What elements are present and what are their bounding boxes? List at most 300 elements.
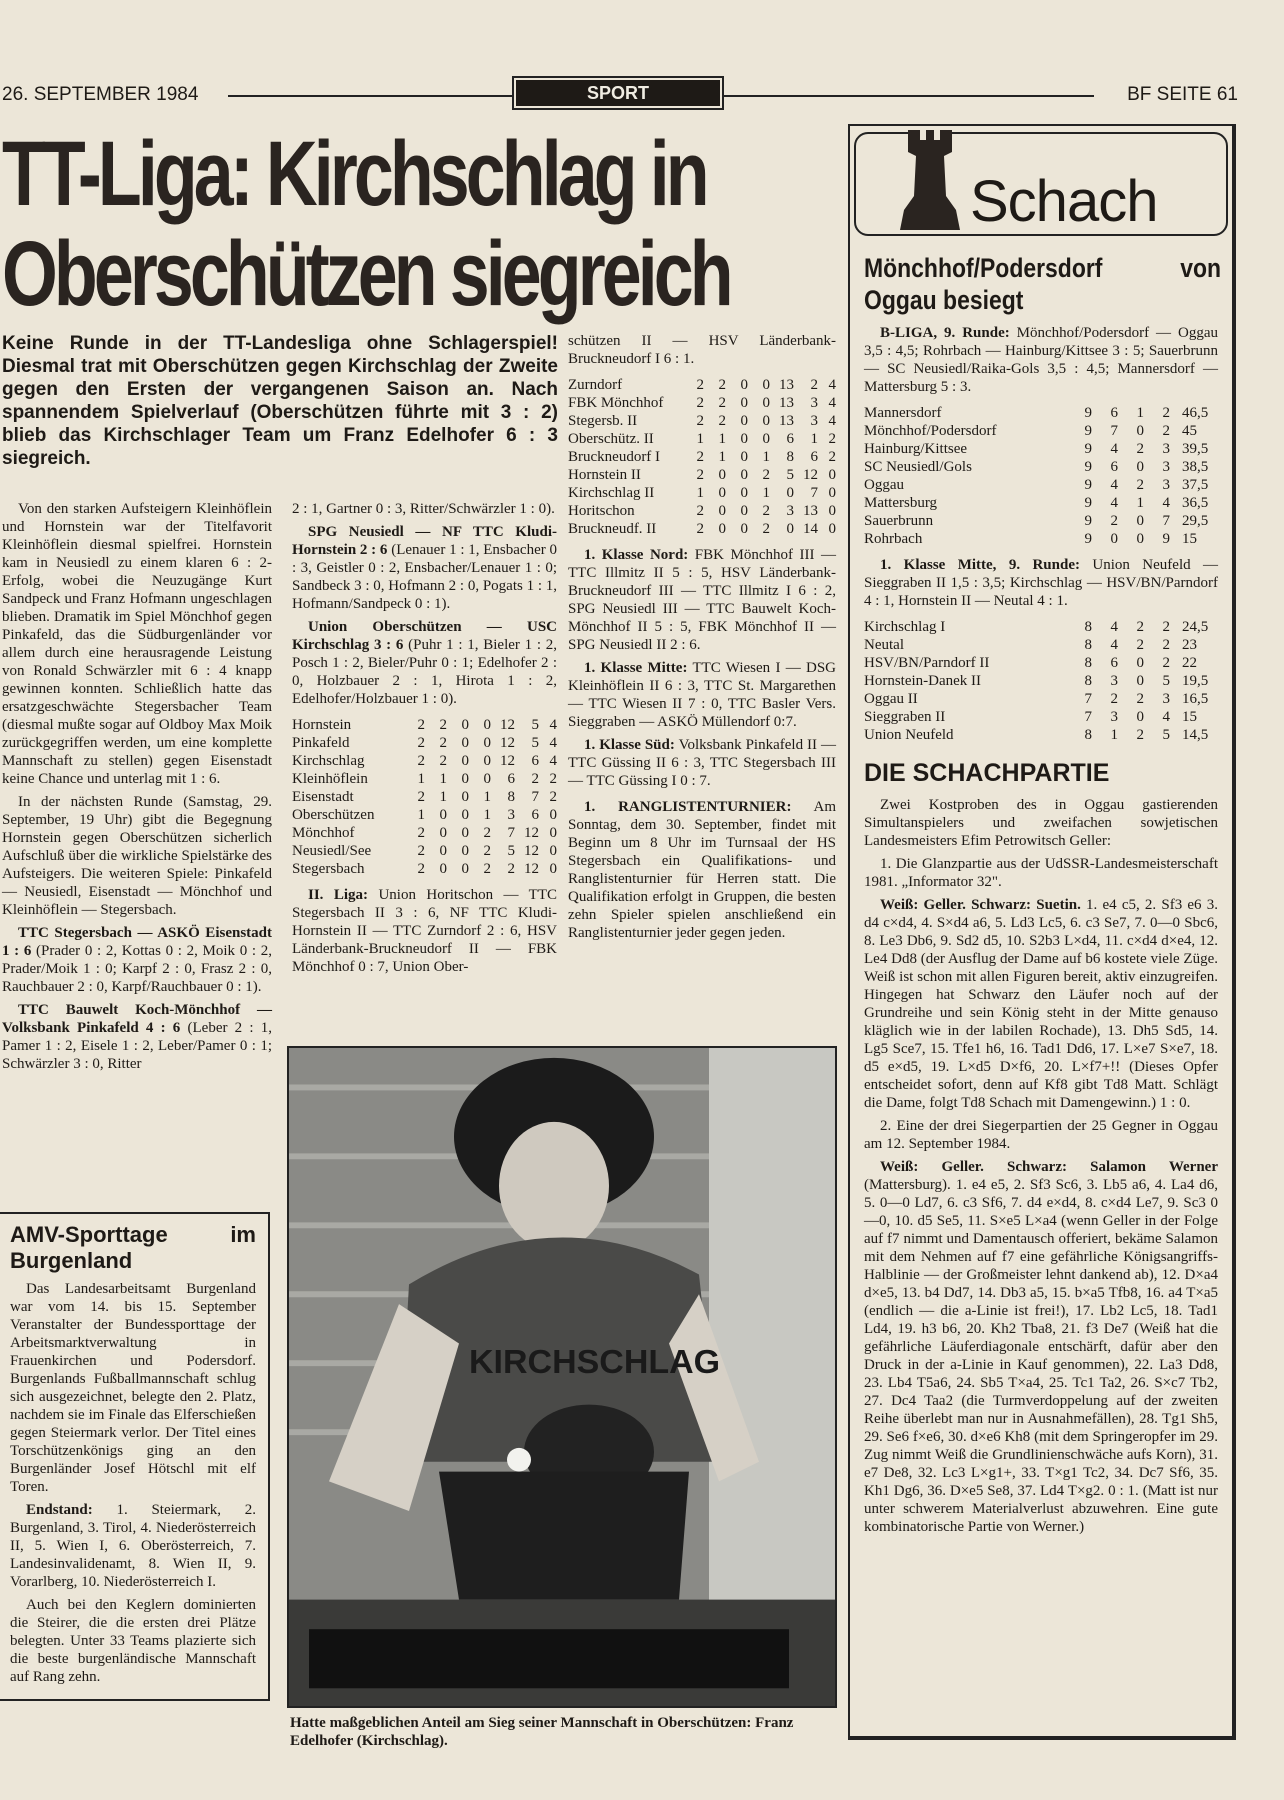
table-cell: 0 xyxy=(740,521,748,537)
game-players: Weiß: Geller. Schwarz: Salamon Werner xyxy=(880,1159,1218,1175)
chess-logo xyxy=(850,126,1232,238)
table-cell: 0 xyxy=(740,485,748,501)
table-cell: 0 xyxy=(483,753,491,769)
table-cell: 23 xyxy=(1182,637,1197,653)
table-cell: 13 xyxy=(779,413,794,429)
table-cell: 2 xyxy=(762,467,770,483)
match-details: (Prader 0 : 2, Kottas 0 : 2, Moik 0 : 2, Prader/Moik 1 : 0; Karpf 2 : 0, Frasz 2 : 0, Rauchbauer 2 : 0, Karpf/Rauchbauer 0 : 1). xyxy=(2,943,272,995)
match-details: Volksbank Pinkafeld II — TTC Güssing II 6 : 3, TTC Stegersbach III — TTC Güssing I 0 : 7. xyxy=(568,737,836,789)
table-cell: 0 xyxy=(718,485,726,501)
divider xyxy=(724,95,1094,97)
table-cell: 0 xyxy=(461,735,469,751)
paragraph xyxy=(568,546,836,654)
table-cell: 2 xyxy=(1162,619,1170,635)
table-row xyxy=(864,618,1218,636)
table-cell: 14 xyxy=(803,521,818,537)
team-name: Oberschützen xyxy=(292,807,375,823)
paragraph: Von den starken Aufsteigern Kleinhöflein und Hornstein war der Titelfavorit Kleinhöflein diesmal spielfrei. Hornstein kam in Neusiedl zu einem klaren 6 : 2-Erfolg, wobei die Neuzugänge Kurt Sandpeck und Franz Hofmann ungeschlagen blieben. Dramatik im Spiel Mönchhof gegen Pinkafeld, das die Südburgenländer vor allem durch eine herausragende Leistung von Ronald Schwärzler mit 6 : 4 knapp gewinnen konnten. Schließlich hatte das ersatzgeschwächte Stegersbacher Team (diesmal mußte sogar auf Oldboy Max Moik zurückgegriffen werden, um eine komplette Mannschaft zu stellen) gegen Eisenstadt keine Chance und unterlag mit 1 : 6. xyxy=(2,501,272,787)
table-cell: 1 xyxy=(762,449,770,465)
paragraph xyxy=(864,896,1218,1112)
paragraph xyxy=(10,1501,256,1591)
table-cell: 1 xyxy=(483,789,491,805)
table-cell: 9 xyxy=(1084,423,1092,439)
table-cell: 0 xyxy=(461,861,469,877)
table-cell: 5 xyxy=(1162,727,1170,743)
paragraph: 2 : 1, Gartner 0 : 3, Ritter/Schwärzler 1 : 0). xyxy=(292,501,555,517)
table-cell: 9 xyxy=(1084,459,1092,475)
table-cell: 4 xyxy=(1110,495,1118,511)
table-cell: 2 xyxy=(762,503,770,519)
table-cell: 3 xyxy=(507,807,515,823)
table-cell: 1 xyxy=(1136,495,1144,511)
table-cell: 0 xyxy=(1136,673,1144,689)
table-cell: 0 xyxy=(1136,513,1144,529)
table-cell: 0 xyxy=(461,789,469,805)
match-title: Union Oberschützen — USC Kirchschlag 3 : 6 xyxy=(292,619,557,653)
article-column-1 xyxy=(2,500,272,1078)
table-cell: 1 xyxy=(483,807,491,823)
team-name: Mattersburg xyxy=(864,495,938,511)
table-cell: 9 xyxy=(1084,531,1092,547)
table-cell: 2 xyxy=(417,843,425,859)
article-title: AMV-Sporttage im Burgenland xyxy=(10,1222,256,1273)
table-cell: 1 xyxy=(439,789,447,805)
table-cell: 2 xyxy=(483,825,491,841)
table-cell: 8 xyxy=(1084,655,1092,671)
standings-table-ii-liga xyxy=(568,376,836,538)
league-title: B-LIGA, 9. Runde: xyxy=(880,325,1010,341)
standings-table-b-liga xyxy=(864,404,1218,548)
table-row xyxy=(292,824,557,842)
table-row xyxy=(864,512,1218,530)
paragraph xyxy=(864,1158,1218,1536)
table-row xyxy=(568,466,836,484)
team-name: Kirchschlag I xyxy=(864,619,946,635)
table-cell: 2 xyxy=(507,861,515,877)
table-cell: 22 xyxy=(1182,655,1197,671)
label: Endstand: xyxy=(26,1502,93,1518)
table-row xyxy=(568,484,836,502)
table-cell: 0 xyxy=(483,735,491,751)
table-cell: 3 xyxy=(1162,477,1170,493)
table-cell: 0 xyxy=(718,467,726,483)
table-cell: 16,5 xyxy=(1182,691,1209,707)
standings-table-landesliga xyxy=(292,716,557,878)
table-cell: 1 xyxy=(439,771,447,787)
table-cell: 6 xyxy=(531,807,539,823)
photo-caption: Hatte maßgeblichen Anteil am Sieg seiner Mannschaft in Oberschützen: Franz Edelhofer (Kirchschlag). xyxy=(290,1715,794,1749)
table-row xyxy=(864,440,1218,458)
table-cell: 2 xyxy=(439,717,447,733)
paragraph: Zwei Kostproben des in Oggau gastierenden Simultanspielers und zweifachen sowjetischen Landesmeisters Efim Petrowitsch Geller: xyxy=(864,797,1218,849)
table-cell: 5 xyxy=(786,467,794,483)
team-name: Rohrbach xyxy=(864,531,923,547)
table-cell: 0 xyxy=(439,861,447,877)
table-cell: 3 xyxy=(1110,709,1118,725)
table-cell: 1 xyxy=(1136,405,1144,421)
league-title: 1. Klasse Mitte, 9. Runde: xyxy=(880,557,1080,573)
table-cell: 7 xyxy=(1162,513,1170,529)
team-name: Sauerbrunn xyxy=(864,513,934,529)
team-name: SC Neusiedl/Gols xyxy=(864,459,972,475)
table-cell: 6 xyxy=(810,449,818,465)
team-name: Stegersb. II xyxy=(568,413,638,429)
table-cell: 2 xyxy=(417,735,425,751)
table-row xyxy=(568,430,836,448)
table-cell: 38,5 xyxy=(1182,459,1209,475)
team-name: Oggau xyxy=(864,477,904,493)
table-cell: 2 xyxy=(483,861,491,877)
table-cell: 2 xyxy=(718,377,726,393)
paragraph xyxy=(2,1001,272,1073)
match-details: FBK Mönchhof III — TTC Illmitz II 5 : 5, HSV Länderbank-Bruckneudorf III — TTC Illmitz I 6 : 2, SPG Neusiedl III — TTC Bauwelt Koch-Mönchhof II 5 : 5, FBK Mönchhof II — SPG Neusiedl II 2 : 6. xyxy=(568,547,836,653)
league-title: 1. Klasse Mitte: xyxy=(584,660,688,676)
amv-sidebar-article xyxy=(0,1212,270,1701)
team-name: Neutal xyxy=(864,637,904,653)
table-cell: 29,5 xyxy=(1182,513,1209,529)
table-cell: 1 xyxy=(1110,727,1118,743)
team-name: Union Neufeld xyxy=(864,727,954,743)
paragraph xyxy=(292,523,557,613)
table-cell: 6 xyxy=(1110,459,1118,475)
table-cell: 8 xyxy=(507,789,515,805)
table-cell: 0 xyxy=(740,395,748,411)
page-number: BF SEITE 61 xyxy=(1127,84,1238,105)
team-name: Hainburg/Kittsee xyxy=(864,441,968,457)
table-cell: 7 xyxy=(810,485,818,501)
game-moves: 1. e4 c5, 2. Sf3 e6 3. d4 c×d4, 4. S×d4 a6, 5. Ld3 Lc5, 6. c3 Se7, 7. 0—0 Sbc6, 8. Le3 Db6, 9. Sd2 d5, 10. S2b3 L×d4, 11. c×d4 d×e4, 12. Le4 Dd8 (der Ausflug der Dame auf b6 kostete viele Züge. Weiß ist schon mit allen Figuren bereit, aktiv einzugreifen. Hingegen hat Schwarz den Läufer noch auf der Grundreihe und sein König steht in der Mitte genauso kläglich wie in der labilen Rochade), 13. Dh5 Sd5, 14. Lg5 Sce7, 15. Tfe1 h6, 16. Tad1 Dd6, 17. L×e7 S×e7, 18. d5 e×d5, 19. L×d5 D×f6, 20. L×f7+!! (Dieses Opfer entscheidet sofort, denn auf Kf8 gibt Td8 Matt. Schlägt die Dame, folgt Td8 Schach mit Damengewinn.) 1 : 0. xyxy=(864,897,1218,1111)
table-row xyxy=(292,752,557,770)
table-cell: 0 xyxy=(461,753,469,769)
paragraph xyxy=(568,736,836,790)
table-row xyxy=(864,422,1218,440)
headline xyxy=(2,124,844,324)
table-cell: 0 xyxy=(439,843,447,859)
table-cell: 9 xyxy=(1084,495,1092,511)
table-cell: 2 xyxy=(1136,637,1144,653)
table-cell: 1 xyxy=(718,431,726,447)
table-row xyxy=(864,530,1218,548)
paragraph xyxy=(864,324,1218,396)
table-cell: 4 xyxy=(828,395,836,411)
team-name: FBK Mönchhof xyxy=(568,395,664,411)
team-name: Stegersbach xyxy=(292,861,365,877)
match-details: TTC Wiesen I — DSG Kleinhöflein II 6 : 3, TTC St. Margarethen — TTC Wiesen II 7 : 0, TTC Basler Vers. Sieggraben — ASKÖ Müllendorf 0:7. xyxy=(568,660,837,730)
team-name: Hornstein xyxy=(292,717,352,733)
paragraph: 1. Die Glanzpartie aus der UdSSR-Landesmeisterschaft 1981. „Informator 32". xyxy=(864,856,1218,890)
paragraph xyxy=(2,924,272,996)
table-cell: 0 xyxy=(461,717,469,733)
team-name: Hornstein II xyxy=(568,467,641,483)
table-cell: 0 xyxy=(461,825,469,841)
table-cell: 4 xyxy=(1110,477,1118,493)
chess-section xyxy=(848,124,1236,1740)
table-cell: 0 xyxy=(1110,531,1118,547)
game-players: Weiß: Geller. Schwarz: Suetin. xyxy=(880,897,1081,913)
table-cell: 14,5 xyxy=(1182,727,1209,743)
table-cell: 0 xyxy=(461,771,469,787)
table-cell: 4 xyxy=(1110,637,1118,653)
table-cell: 2 xyxy=(1136,691,1144,707)
table-cell: 0 xyxy=(1136,423,1144,439)
table-cell: 0 xyxy=(828,503,836,519)
table-cell: 4 xyxy=(549,735,557,751)
table-cell: 0 xyxy=(439,825,447,841)
table-cell: 12 xyxy=(524,861,539,877)
table-cell: 6 xyxy=(1110,655,1118,671)
table-cell: 2 xyxy=(696,467,704,483)
paragraph xyxy=(568,659,836,731)
table-cell: 0 xyxy=(1136,459,1144,475)
table-cell: 0 xyxy=(1136,531,1144,547)
team-name: Sieggraben II xyxy=(864,709,946,725)
table-cell: 2 xyxy=(549,771,557,787)
team-name: Pinkafeld xyxy=(292,735,350,751)
team-name: Mönchhof xyxy=(292,825,355,841)
table-cell: 7 xyxy=(1084,709,1092,725)
table-cell: 0 xyxy=(483,771,491,787)
table-cell: 2 xyxy=(718,413,726,429)
table-cell: 0 xyxy=(1136,709,1144,725)
paragraph xyxy=(292,618,557,708)
table-cell: 7 xyxy=(1084,691,1092,707)
table-cell: 0 xyxy=(762,395,770,411)
article-column-2 xyxy=(292,500,557,981)
table-row xyxy=(568,412,836,430)
table-cell: 8 xyxy=(1084,727,1092,743)
table-cell: 15 xyxy=(1182,709,1197,725)
match-details: Union Neufeld — Sieggraben II 1,5 : 3,5; Kirchschlag — HSV/BN/Parndorf 4 : 1, Hornstein II — Neutal 4 : 1. xyxy=(864,557,1219,609)
event-details: Am Sonntag, dem 30. September, findet mit Beginn um 8 Uhr im Turnsaal der HS Stegersbach ein Qualifikations- und Ranglistenturnier für Herren statt. Die Qualifikation erfolgt in Gruppen, die besten zehn Spieler spielen anschließend ein Ranglistenturnier jeder gegen jeden. xyxy=(568,799,836,941)
table-cell: 3 xyxy=(1110,673,1118,689)
table-row xyxy=(568,520,836,538)
table-cell: 12 xyxy=(500,753,515,769)
table-cell: 1 xyxy=(696,431,704,447)
paragraph: 2. Eine der drei Siegerpartien der 25 Gegner in Oggau am 12. September 1984. xyxy=(864,1118,1218,1152)
table-row xyxy=(292,860,557,878)
table-row xyxy=(568,448,836,466)
paragraph: Das Landesarbeitsamt Burgenland war vom 14. bis 15. September Veranstalter der Bundessporttage der Arbeitsmarktverwaltung in Frauenkirchen und Podersdorf. Burgenlands Fußballmannschaft schlug sich ausgezeichnet, belegte den 2. Platz, nachdem sie im Finale das Elferschießen gegen Steiermark verlor. Der Titel eines Torschützenkönigs ging an den Burgenländer Josef Hötschl mit elf Toren. xyxy=(10,1281,256,1495)
league-title: II. Liga: xyxy=(308,887,369,903)
table-row xyxy=(864,636,1218,654)
table-cell: 2 xyxy=(1136,619,1144,635)
table-cell: 2 xyxy=(1136,477,1144,493)
paragraph xyxy=(292,886,557,976)
team-name: Oggau II xyxy=(864,691,918,707)
table-cell: 3 xyxy=(786,503,794,519)
league-title: 1. Klasse Nord: xyxy=(584,547,689,563)
table-cell: 2 xyxy=(1136,441,1144,457)
table-row xyxy=(292,734,557,752)
table-cell: 2 xyxy=(439,735,447,751)
match-details: (Puhr 1 : 1, Bieler 1 : 2, Posch 1 : 2, Bieler/Puhr 0 : 1; Edelhofer 2 : 0, Holzbauer 2 : 1, Hirota 1 : 2, Edelhofer/Holzbauer 1 : 0). xyxy=(292,637,557,707)
table-cell: 3 xyxy=(810,413,818,429)
table-cell: 3 xyxy=(1162,441,1170,457)
table-cell: 8 xyxy=(1084,673,1092,689)
shirt-text: KIRCHSCHLAG xyxy=(469,1343,721,1381)
team-name: Zurndorf xyxy=(568,377,623,393)
table-cell: 24,5 xyxy=(1182,619,1209,635)
table-cell: 2 xyxy=(828,449,836,465)
table-cell: 12 xyxy=(524,843,539,859)
table-cell: 2 xyxy=(696,503,704,519)
table-cell: 4 xyxy=(828,413,836,429)
table-row xyxy=(292,806,557,824)
table-cell: 2 xyxy=(439,753,447,769)
table-cell: 0 xyxy=(740,503,748,519)
divider xyxy=(228,95,514,97)
table-cell: 0 xyxy=(740,431,748,447)
table-cell: 5 xyxy=(1162,673,1170,689)
table-cell: 0 xyxy=(549,843,557,859)
table-cell: 1 xyxy=(417,771,425,787)
table-row xyxy=(292,716,557,734)
table-cell: 37,5 xyxy=(1182,477,1209,493)
table-cell: 2 xyxy=(417,861,425,877)
table-cell: 0 xyxy=(549,861,557,877)
table-cell: 5 xyxy=(507,843,515,859)
table-cell: 3 xyxy=(1162,691,1170,707)
table-cell: 12 xyxy=(803,467,818,483)
table-cell: 2 xyxy=(417,717,425,733)
table-cell: 2 xyxy=(696,521,704,537)
standings-table-1-klasse-mitte xyxy=(864,618,1218,744)
table-cell: 0 xyxy=(828,485,836,501)
section-label xyxy=(512,76,724,110)
paragraph: In der nächsten Runde (Samstag, 29. September, 19 Uhr) gibt die Begegnung Hornstein gegen Oberschützen sicherlich Aufschluß über die wirkliche Spielstärke des Aufsteigers. Die weiteren Spiele: Pinkafeld — Neusiedl, Eisenstadt — Mönchhof und Kleinhöflein — Stegersbach. xyxy=(2,794,272,918)
table-cell: 0 xyxy=(461,807,469,823)
table-cell: 6 xyxy=(507,771,515,787)
table-cell: 2 xyxy=(1162,423,1170,439)
table-row xyxy=(864,726,1218,744)
table-cell: 0 xyxy=(718,503,726,519)
team-name: Mönchhof/Podersdorf xyxy=(864,423,997,439)
table-cell: 2 xyxy=(483,843,491,859)
table-cell: 0 xyxy=(439,807,447,823)
table-cell: 7 xyxy=(531,789,539,805)
paragraph: schützen II — HSV Länderbank-Bruckneudorf I 6 : 1. xyxy=(568,333,836,367)
match-details: Union Horitschon — TTC Stegersbach II 3 : 6, NF TTC Kludi-Hornstein II — TTC Zurndorf 2 : 6, HSV Länderbank-Bruckneudorf II — FBK Mönchhof 0 : 7, Union Ober- xyxy=(292,887,557,975)
table-cell: 2 xyxy=(1162,655,1170,671)
table-row xyxy=(864,494,1218,512)
table-cell: 0 xyxy=(762,413,770,429)
table-cell: 2 xyxy=(696,413,704,429)
table-cell: 2 xyxy=(1110,691,1118,707)
table-cell: 0 xyxy=(762,431,770,447)
table-cell: 45 xyxy=(1182,423,1197,439)
table-row xyxy=(568,376,836,394)
table-cell: 9 xyxy=(1084,405,1092,421)
table-cell: 4 xyxy=(549,717,557,733)
table-cell: 0 xyxy=(549,807,557,823)
table-cell: 0 xyxy=(461,843,469,859)
table-cell: 4 xyxy=(828,377,836,393)
team-name: Kleinhöflein xyxy=(292,771,368,787)
article-column-3 xyxy=(568,332,836,947)
team-name: Kirchschlag xyxy=(292,753,365,769)
table-row xyxy=(864,458,1218,476)
table-cell: 13 xyxy=(779,377,794,393)
table-cell: 0 xyxy=(740,413,748,429)
table-cell: 4 xyxy=(1162,709,1170,725)
table-cell: 4 xyxy=(1162,495,1170,511)
table-cell: 2 xyxy=(696,449,704,465)
table-cell: 3 xyxy=(1162,459,1170,475)
table-cell: 0 xyxy=(828,521,836,537)
table-row xyxy=(864,708,1218,726)
results: 1. Steiermark, 2. Burgenland, 3. Tirol, 4. Niederösterreich II, 5. Wien I, 6. Oberösterreich, 7. Landesinvalidenamt, 8. Wien II, 9. Vorarlberg, 10. Niederösterreich I. xyxy=(10,1502,256,1590)
table-row xyxy=(864,690,1218,708)
table-cell: 0 xyxy=(786,485,794,501)
photo-table-tennis-player xyxy=(287,1046,837,1708)
match-title: SPG Neusiedl — NF TTC Kludi-Hornstein 2 : 6 xyxy=(292,524,557,558)
headline-line: TT-Liga: Kirchschlag in xyxy=(2,123,706,225)
team-name: Eisenstadt xyxy=(292,789,354,805)
table-cell: 5 xyxy=(531,735,539,751)
table-cell: 2 xyxy=(696,395,704,411)
table-cell: 1 xyxy=(810,431,818,447)
table-cell: 13 xyxy=(803,503,818,519)
table-cell: 1 xyxy=(417,807,425,823)
table-cell: 9 xyxy=(1084,513,1092,529)
table-cell: 2 xyxy=(417,825,425,841)
table-row xyxy=(864,476,1218,494)
table-cell: 39,5 xyxy=(1182,441,1209,457)
table-cell: 19,5 xyxy=(1182,673,1209,689)
league-title: 1. Klasse Süd: xyxy=(584,737,675,753)
table-row xyxy=(864,404,1218,422)
table-cell: 2 xyxy=(762,521,770,537)
table-cell: 6 xyxy=(786,431,794,447)
section-label-text: SPORT xyxy=(516,80,720,106)
table-cell: 12 xyxy=(500,735,515,751)
table-cell: 0 xyxy=(740,449,748,465)
table-cell: 13 xyxy=(779,395,794,411)
page-header xyxy=(0,82,1250,108)
issue-date: 26. SEPTEMBER 1984 xyxy=(2,84,199,105)
table-cell: 7 xyxy=(1110,423,1118,439)
table-cell: 2 xyxy=(828,431,836,447)
chess-headline: Mönchhof/Podersdorf von Oggau besiegt xyxy=(864,253,1221,315)
table-row xyxy=(292,788,557,806)
match-title: TTC Bauwelt Koch-Mönchhof — Volksbank Pinkafeld 4 : 6 xyxy=(2,1002,272,1036)
table-cell: 6 xyxy=(1110,405,1118,421)
table-cell: 1 xyxy=(762,485,770,501)
rook-icon xyxy=(890,126,970,238)
table-cell: 2 xyxy=(1162,637,1170,653)
table-row xyxy=(568,394,836,412)
table-row xyxy=(864,672,1218,690)
table-cell: 4 xyxy=(1110,619,1118,635)
table-row xyxy=(568,502,836,520)
table-cell: 9 xyxy=(1162,531,1170,547)
table-cell: 0 xyxy=(483,717,491,733)
table-cell: 8 xyxy=(1084,637,1092,653)
table-cell: 2 xyxy=(1110,513,1118,529)
headline-line: Oberschützen siegreich xyxy=(2,223,730,325)
match-details: Mönchhof/Podersdorf — Oggau 3,5 : 4,5; Rohrbach — Hainburg/Kittsee 3 : 5; Sauerbrunn — SC Neusiedl/Raika-Gols 3,5 : 4,5; Mannersdorf — Mattersburg 5 : 3. xyxy=(864,325,1218,395)
table-cell: 15 xyxy=(1182,531,1197,547)
logo-text: Schach xyxy=(970,170,1163,234)
table-cell: 0 xyxy=(828,467,836,483)
table-cell: 9 xyxy=(1084,441,1092,457)
table-cell: 2 xyxy=(549,789,557,805)
team-name: HSV/BN/Parndorf II xyxy=(864,655,990,671)
game-moves: (Mattersburg). 1. e4 e5, 2. Sf3 Sc6, 3. Lb5 a6, 4. La4 d6, 5. 0—0 Ld7, 6. c3 Sf6, 7. d4 e×d4, 8. c×d4 Le7, 9. Sc3 0—0, 10. d5 Se5, 11. S×e5 L×a4 (wenn Geller in der Folge auf f7 nimmt und Damentausch offeriert, bekäme Salamon mit dem Nehmen auf f7 eine gefährliche Königsangriffs-Halblinie — der Großmeister lehnt dankend ab), 12. D×a4 d×e5, 13. b4 Dd7, 14. Db3 a5, 15. b×a5 Tfb8, 16. a4 T×a5 (endlich — die a-Linie ist frei!), 17. Lb2 Lc5, 18. Tad1 Ld4, 19. h3 b6, 20. Kh2 Tba8, 21. f3 De7 (Weiß hat die gefährliche Läuferdiagonale entschärft, dafür aber den Druck in der a-Linie in Kauf genommen), 22. La3 Dd8, 23. Lb4 T5a6, 24. Sb5 T×a4, 25. Tc1 Ta2, 26. S×c7 Tb2, 27. Dc4 Taa2 (die Turmverdoppelung auf der zweiten Reihe überlebt man nur in Ausnahmefällen), 28. Tg1 Sh5, 29. Se6 f×e6, 30. d×e6 Kh8 (mit dem Springeropfer im 29. Zug nimmt Weiß die Grundlinienschwäche aufs Korn), 31. e7 De8, 32. Lc3 L×g1+, 33. T×g1 Tc2, 34. Dc7 Sf6, 35. Kh1 Dg6, 36. D×e5 Se8, 37. Ld4 T×g2. 0 : 1. (Matt ist nur unter schwerem Materialverlust abzuwehren. Eine gute kombinatorische Partie von Werner.) xyxy=(864,1177,1218,1535)
table-cell: 1 xyxy=(696,485,704,501)
table-row xyxy=(292,842,557,860)
section-title: DIE SCHACHPARTIE xyxy=(864,759,1110,787)
